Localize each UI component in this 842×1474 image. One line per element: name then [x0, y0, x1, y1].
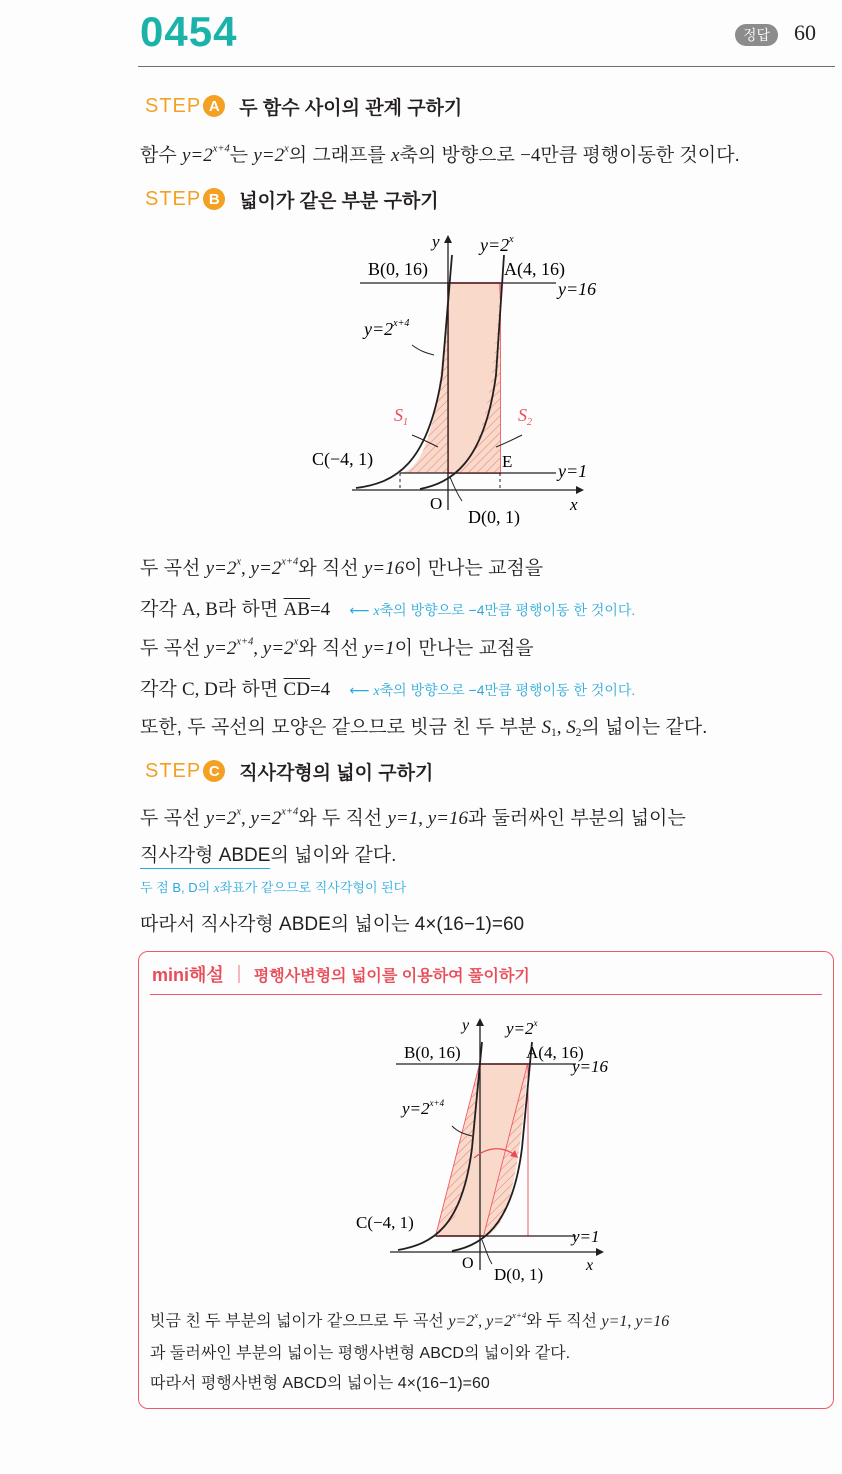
step-a-title: 두 함수 사이의 관계 구하기	[239, 97, 463, 119]
label-s2: $S_2$	[518, 405, 532, 428]
label-c: C(−4, 1)	[312, 449, 374, 469]
label-e: E	[502, 452, 513, 471]
step-b-title: 넓이가 같은 부분 구하기	[239, 190, 439, 212]
step-b-line-4: 각각 C, D라 하면 $\overline{CD}=4$ ⟵ x축의 방향으로 −4만큼 평행이동 한 것이다.	[140, 679, 636, 700]
graph-1	[300, 225, 620, 535]
step-c-badge: C	[203, 760, 225, 782]
step-b-line-2: 각각 A, B라 하면 $\overline{AB}=4$ ⟵ x축의 방향으로 −4만큼 평행이동 한 것이다.	[140, 599, 636, 620]
step-c-line-3: 따라서 직사각형 ABDE의 넓이는 4×(16−1)=60	[140, 914, 525, 935]
label-origin: O	[462, 1255, 474, 1272]
label-a: A(4, 16)	[504, 259, 565, 279]
label-origin: O	[430, 494, 443, 513]
header-rule	[138, 66, 835, 67]
step-b-line-1: 두 곡선 $y=2^x$, $y=2^{x+4}$와 직선 y=16이 만나는 교점을	[140, 556, 544, 579]
mini-header	[152, 960, 530, 988]
mini-title: 평행사변형의 넓이를 이용하여 풀이하기	[253, 967, 530, 985]
label-b: B(0, 16)	[404, 1043, 461, 1062]
step-word: STEP	[145, 94, 202, 117]
step-b-badge: B	[203, 188, 225, 210]
step-c-title: 직사각형의 넓이 구하기	[239, 762, 434, 784]
label-a: A(4, 16)	[526, 1043, 584, 1062]
step-word: STEP	[145, 187, 202, 210]
step-c-line-1: 두 곡선 $y=2^x$, $y=2^{x+4}$와 두 직선 y=1, y=16과 둘러싸인 부분의 넓이는	[140, 806, 686, 829]
step-b-heading	[145, 184, 439, 214]
label-x-axis: x	[586, 1257, 594, 1274]
mini-rule	[150, 994, 822, 995]
step-word: STEP	[145, 759, 202, 782]
answer-value: 60	[794, 20, 816, 45]
mini-line-3: 따라서 평행사변형 ABCD의 넓이는 4×(16−1)=60	[150, 1375, 490, 1392]
arrow-note-ab: ⟵ x축의 방향으로 −4만큼 평행이동 한 것이다.	[349, 602, 636, 619]
answer-badge: 정답	[735, 24, 778, 46]
step-c-note: 두 점 B, D의 x좌표가 같으므로 직사각형이 된다	[140, 880, 407, 895]
label-y-axis: y	[432, 232, 440, 251]
mini-separator	[238, 965, 240, 983]
mini-line-1: 빗금 친 두 부분의 넓이가 같으므로 두 곡선 $y=2^x$, $y=2^{x+4}$와 두 직선 y=1, y=16	[150, 1310, 670, 1330]
svg-text:y=2x: $y=2^x$	[506, 1018, 538, 1038]
svg-text:y=2x: $y=2^x$	[480, 234, 514, 255]
step-b-line-3: 두 곡선 $y=2^{x+4}$, $y=2^x$와 직선 y=1이 만나는 교점을	[140, 636, 534, 659]
label-y1: y=1	[558, 461, 588, 481]
label-d: D(0, 1)	[468, 507, 520, 527]
label-b: B(0, 16)	[368, 259, 428, 279]
step-a-heading	[145, 91, 462, 121]
step-c-line-2: 직사각형 ABDE의 넓이와 같다.	[140, 840, 396, 867]
arrow-note-cd: ⟵ x축의 방향으로 −4만큼 평행이동 한 것이다.	[349, 682, 636, 699]
label-y16: y=16	[558, 279, 597, 299]
label-x-axis: x	[570, 495, 578, 514]
svg-text:y=2x+4: $y=2^{x+4}$	[402, 1098, 445, 1118]
step-a-text: 함수 $y=2^{x+4}$는 $y=2^x$의 그래프를 x축의 방향으로 −4만큼 평행이동한 것이다.	[140, 143, 740, 166]
step-a-badge: A	[203, 95, 225, 117]
header	[0, 0, 842, 70]
label-d: D(0, 1)	[494, 1265, 544, 1284]
graph-2	[340, 1008, 640, 1298]
step-c-heading	[145, 756, 433, 786]
label-s1: $S_1$	[394, 405, 408, 428]
label-y1: y=1	[572, 1227, 600, 1246]
mini-line-2: 과 둘러싸인 부분의 넓이는 평행사변형 ABCD의 넓이와 같다.	[150, 1345, 571, 1362]
step-b-line-5: 또한, 두 곡선의 모양은 같으므로 빗금 친 두 부분 $S_1$, $S_2$의 넓이는 같다.	[140, 717, 708, 739]
svg-text:y=2x+4: $y=2^{x+4}$	[364, 318, 410, 339]
label-c: C(−4, 1)	[356, 1213, 414, 1232]
problem-number: 0454	[140, 8, 238, 55]
label-y16: y=16	[572, 1057, 609, 1076]
mini-tag: mini해설	[152, 965, 224, 985]
label-y-axis: y	[462, 1017, 470, 1034]
